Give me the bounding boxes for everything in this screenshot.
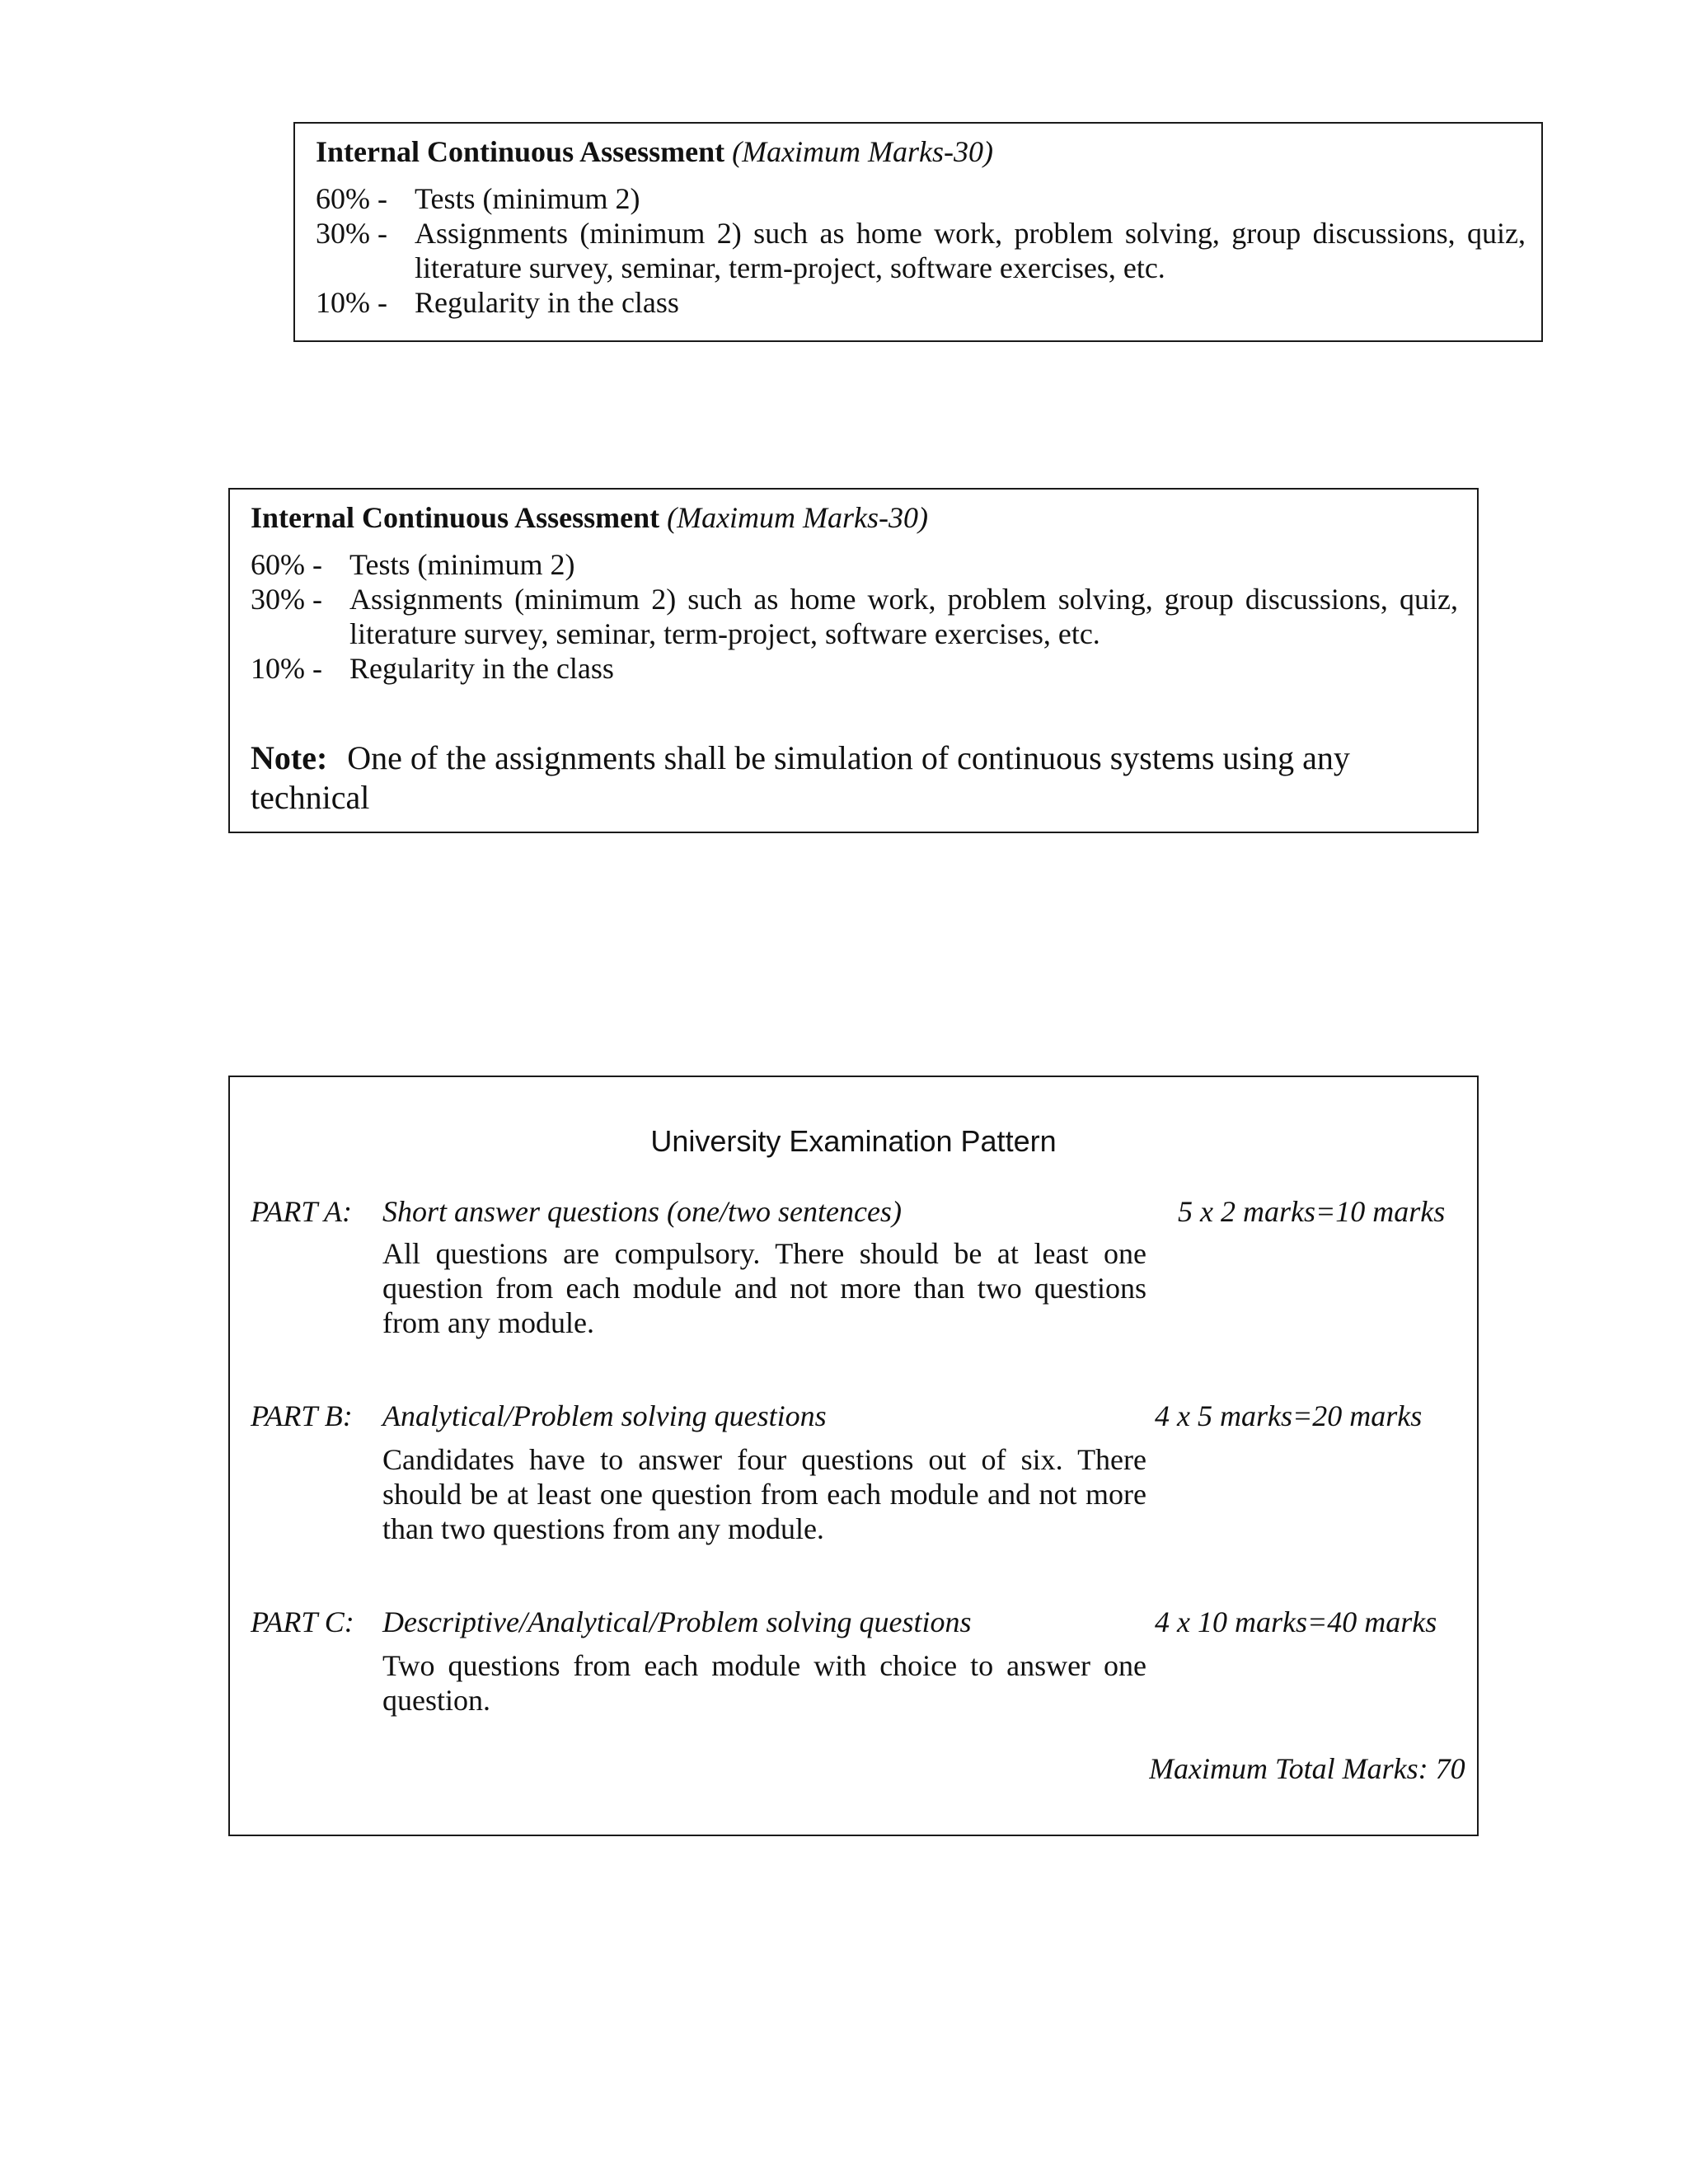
part-b-marks: 4 x 5 marks=20 marks <box>1155 1399 1423 1432</box>
ica-title-bold: Internal Continuous Assessment <box>251 501 660 534</box>
part-b-label: PART B: <box>251 1399 353 1432</box>
list-item-percent: 30% - <box>251 583 322 616</box>
part-c-label: PART C: <box>251 1605 354 1638</box>
ica-title-1 <box>316 135 993 168</box>
note <box>251 738 1388 818</box>
list-item-text: Assignments (minimum 2) such as home work, problem solving, group discussions, quiz, literature survey, seminar, term-project, software exercises, etc. <box>415 217 1526 284</box>
ica-title-bold: Internal Continuous Assessment <box>316 135 725 168</box>
part-a-heading: Short answer questions (one/two sentences) <box>382 1195 902 1228</box>
part-b-description: Candidates have to answer four questions out of six. There should be at least one question from each module and not more than two questions from any module. <box>382 1443 1146 1545</box>
list-item-text: Tests (minimum 2) <box>415 182 640 215</box>
list-item-text: Regularity in the class <box>415 286 679 319</box>
maximum-total-marks: Maximum Total Marks: 70 <box>1149 1752 1465 1785</box>
list-item-percent: 10% - <box>251 652 322 685</box>
ica-box-1 <box>293 122 1543 342</box>
ica-title-2 <box>251 501 928 534</box>
list-item-text: Regularity in the class <box>349 652 614 685</box>
part-c-marks: 4 x 10 marks=40 marks <box>1155 1605 1437 1638</box>
list-item-percent: 10% - <box>316 286 387 319</box>
exam-pattern-title: University Examination Pattern <box>650 1124 1057 1158</box>
exam-pattern-box <box>228 1076 1479 1836</box>
part-a-marks: 5 x 2 marks=10 marks <box>1178 1195 1446 1228</box>
part-c-heading: Descriptive/Analytical/Problem solving questions <box>382 1605 972 1638</box>
list-item-text: Assignments (minimum 2) such as home work, problem solving, group discussions, quiz, literature survey, seminar, term-project, software exercises, etc. <box>349 583 1458 650</box>
note-text: One of the assignments shall be simulation of continuous systems using any technical <box>251 739 1350 816</box>
list-item-percent: 30% - <box>316 217 387 250</box>
list-item-text: Tests (minimum 2) <box>349 548 575 581</box>
list-item-percent: 60% - <box>251 548 322 581</box>
part-c-description: Two questions from each module with choice to answer one question. <box>382 1649 1146 1717</box>
part-a-description: All questions are compulsory. There should be at least one question from each module and not more than two questions from any module. <box>382 1237 1146 1339</box>
ica-title-italic: (Maximum Marks-30) <box>667 501 929 534</box>
list-item-percent: 60% - <box>316 182 387 215</box>
ica-box-2 <box>228 488 1479 833</box>
part-b-heading: Analytical/Problem solving questions <box>382 1399 827 1432</box>
ica-title-italic: (Maximum Marks-30) <box>732 135 994 168</box>
part-a-label: PART A: <box>251 1195 353 1228</box>
note-label: Note: <box>251 739 328 776</box>
